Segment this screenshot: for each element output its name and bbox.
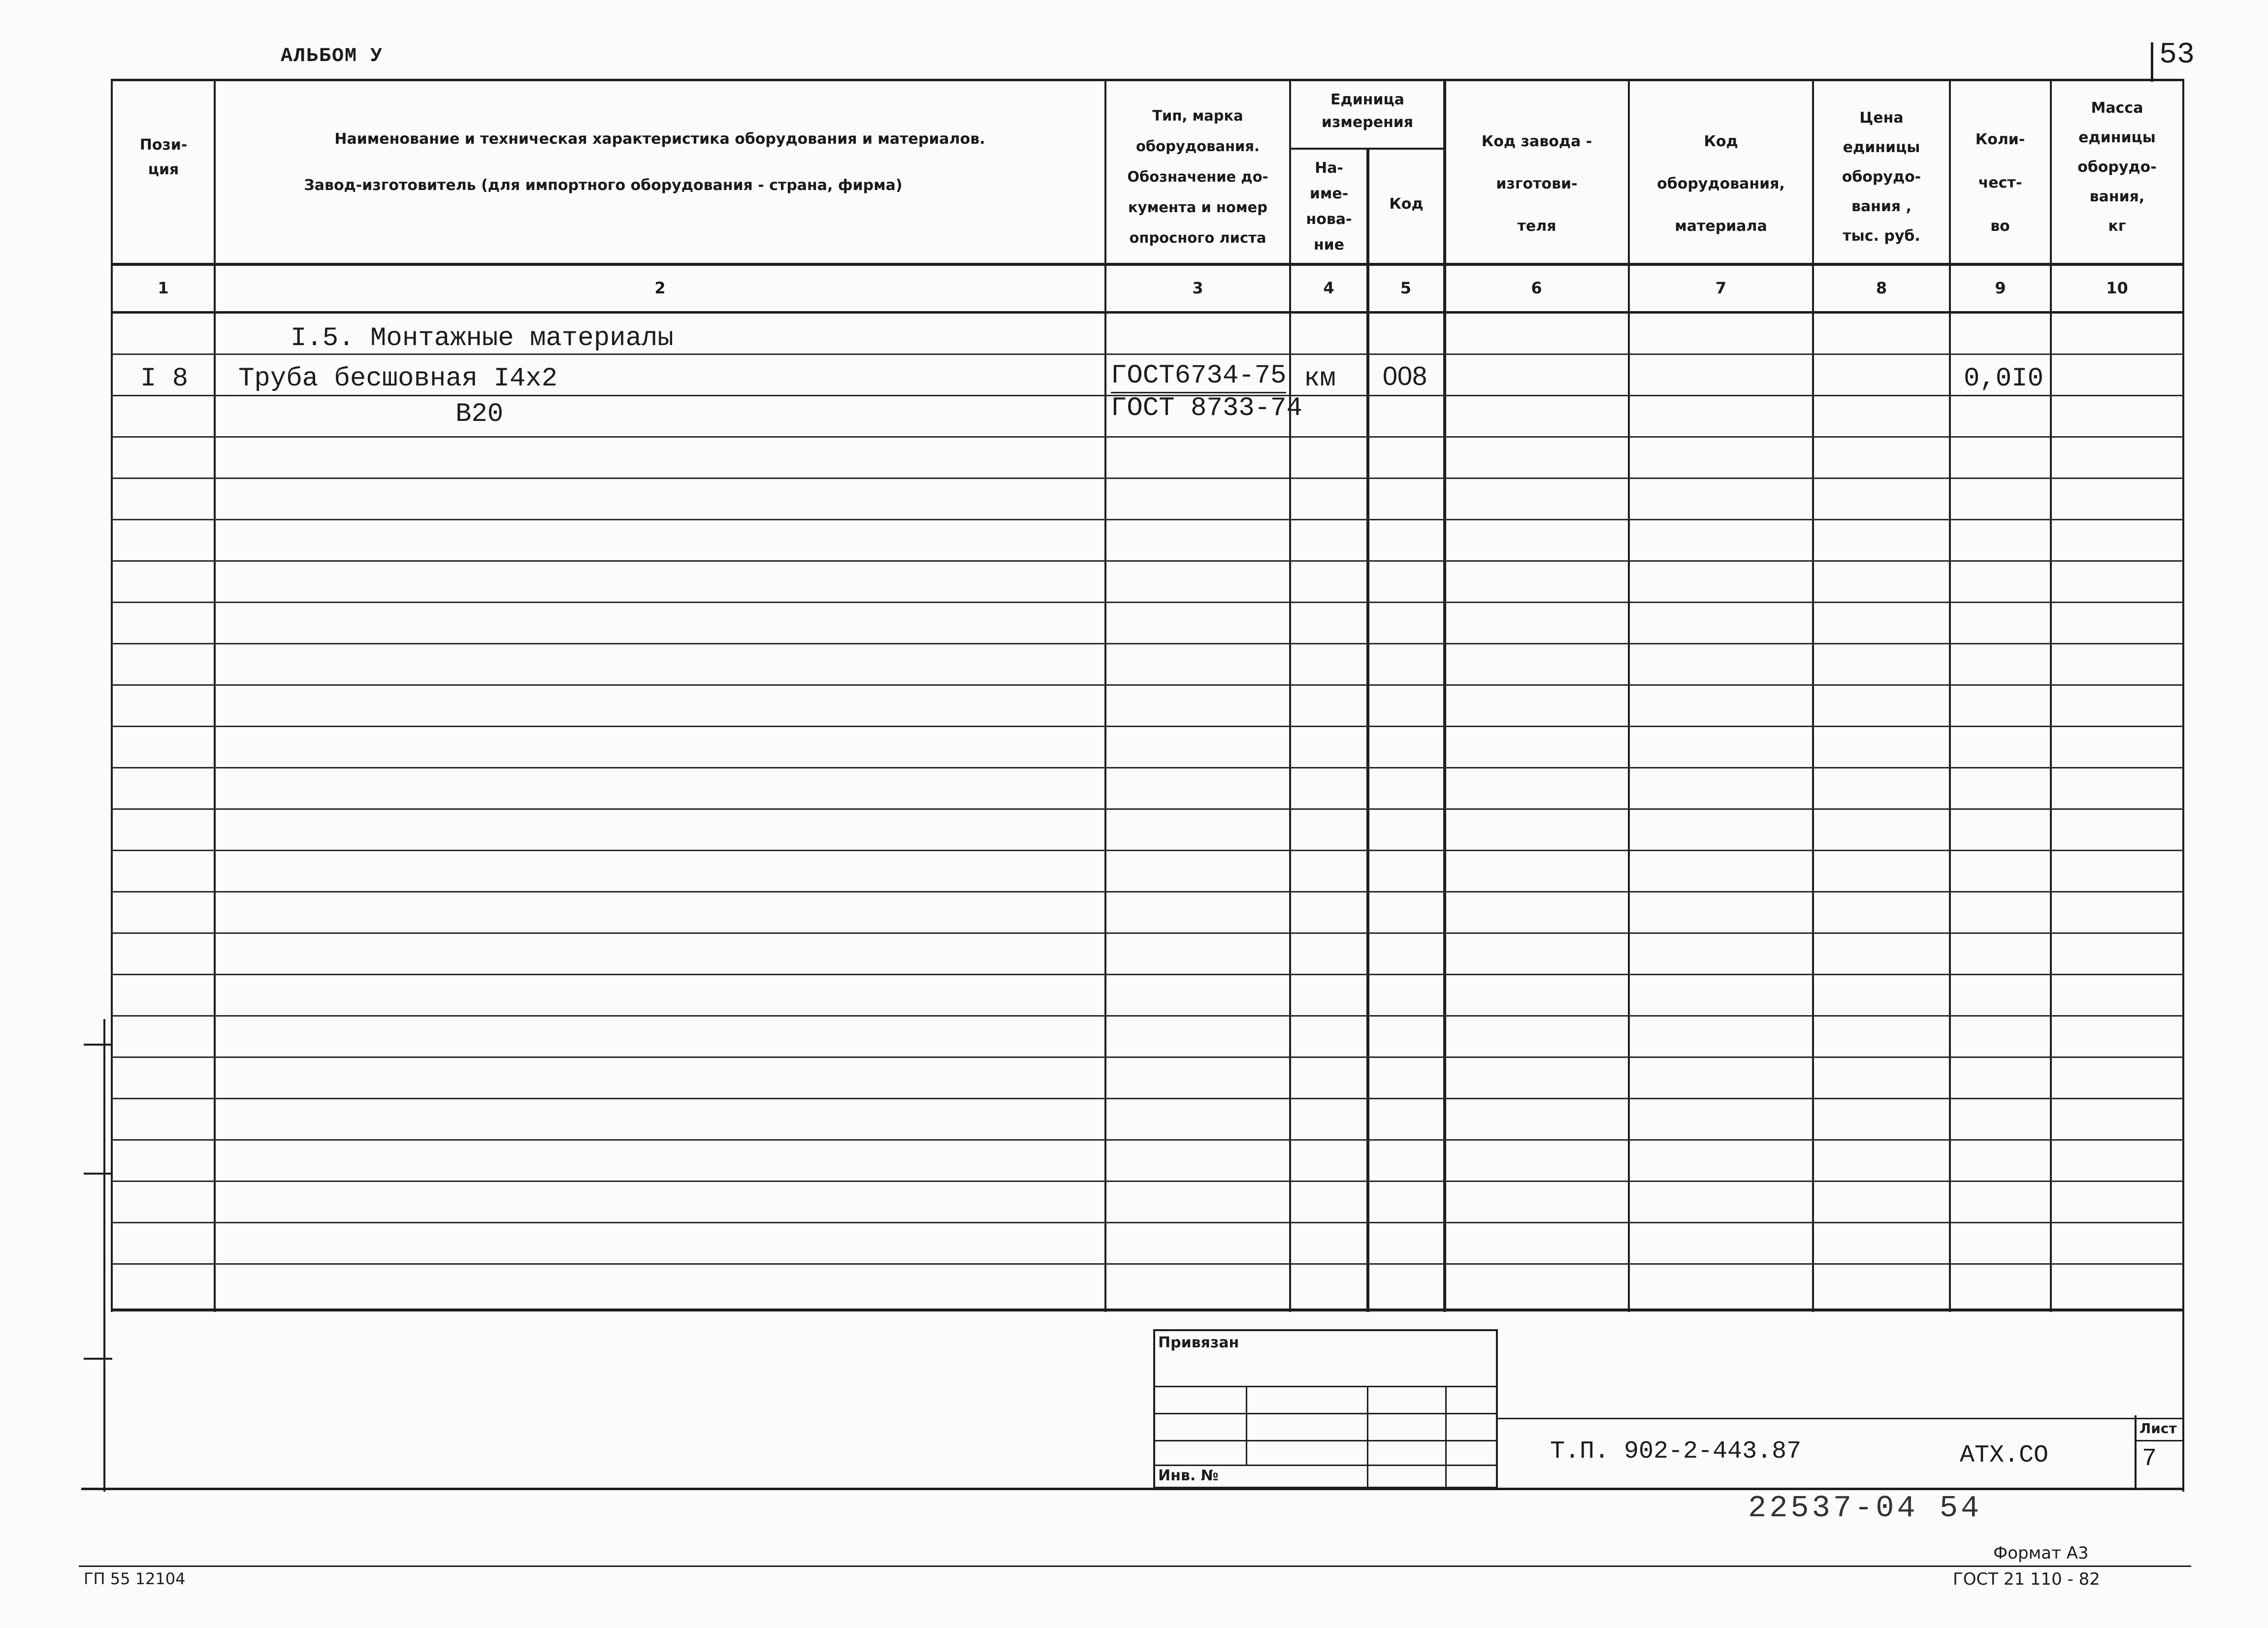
- header-manufacturer: Завод-изготовитель (для импортного оборудования - страна, фирма): [304, 177, 903, 194]
- row-line: [111, 1263, 2184, 1265]
- row-line: [111, 1015, 2184, 1017]
- col-line-4: [1366, 148, 1369, 1312]
- header-material-code: Код оборудования, материала: [1657, 133, 1785, 235]
- colnum-4: 4: [1323, 279, 1334, 297]
- table-bottom-border: [111, 1309, 2184, 1311]
- format-label: Формат А3: [1993, 1543, 2089, 1563]
- col-line-1: [214, 79, 216, 1312]
- header-quantity: Коли- чест- во: [1975, 131, 2025, 235]
- page-number: 53: [2159, 38, 2195, 72]
- row-line: [111, 726, 2184, 727]
- col-line-5: [1443, 79, 1446, 1312]
- row-line: [111, 974, 2184, 975]
- colnum-8: 8: [1876, 279, 1887, 297]
- col-line-8: [1949, 79, 1951, 1312]
- bottom-left-code: ГП 55 12104: [84, 1569, 186, 1588]
- section-title: I.5. Монтажные материалы: [291, 323, 674, 353]
- col-line-3: [1289, 79, 1291, 1312]
- col-line-0: [111, 79, 113, 1312]
- row-line: [111, 560, 2184, 562]
- row-line: [111, 643, 2184, 644]
- col-line-10: [2182, 79, 2184, 1492]
- header-unit-code: Код: [1389, 195, 1424, 213]
- colnum-2: 2: [654, 279, 666, 297]
- page-number-rule: [2151, 42, 2153, 82]
- header-plant-code: Код завода - изготови- теля: [1481, 133, 1592, 235]
- gost-label: ГОСТ 21 110 - 82: [1953, 1569, 2100, 1589]
- stamp-grid-col: [1445, 1386, 1447, 1488]
- col-line-6: [1628, 79, 1630, 1312]
- row-unit-code: 008: [1383, 361, 1427, 391]
- margin-tick: [84, 1358, 112, 1360]
- unit-subheader-line: [1289, 148, 1445, 150]
- row-line: [111, 932, 2184, 934]
- table-top-border: [111, 79, 2184, 81]
- header-bottom-border: [111, 263, 2184, 266]
- stamp-grid-col: [1246, 1386, 1247, 1466]
- row-line: [111, 1098, 2184, 1099]
- row-line: [111, 684, 2184, 686]
- row-position: I 8: [140, 364, 189, 394]
- row-doc1: ГОСТ6734-75: [1111, 361, 1286, 393]
- margin-tick: [84, 1044, 112, 1046]
- sheet-label: Лист: [2139, 1420, 2177, 1436]
- col-line-7: [1812, 79, 1814, 1312]
- colnum-3: 3: [1192, 279, 1203, 297]
- row-quantity: 0,0I0: [1964, 364, 2043, 396]
- row-line: [111, 1139, 2184, 1141]
- sheet-box-line: [2135, 1440, 2184, 1441]
- row-line: [111, 850, 2184, 851]
- row-line: [111, 353, 2184, 355]
- stamp-mid-line: [1497, 1418, 2184, 1419]
- footer-line: [79, 1565, 2191, 1567]
- header-type: Тип, марка оборудования. Обозначение до- кумента и номер опросного листа: [1127, 107, 1268, 246]
- header-mass: Масса единицы оборудо- вания, кг: [2077, 99, 2157, 235]
- stamp-bottom-border: [81, 1488, 2184, 1490]
- sheet-number: 7: [2142, 1445, 2157, 1473]
- row-name-line2: B20: [455, 399, 504, 429]
- header-position: Пози- ция: [139, 136, 188, 178]
- row-unit: км: [1304, 364, 1336, 394]
- header-unit-name: На- име- нова- ние: [1306, 160, 1352, 254]
- colnum-7: 7: [1715, 279, 1727, 297]
- col-line-2: [1104, 79, 1106, 1312]
- row-line: [111, 1222, 2184, 1223]
- inv-label: Инв. №: [1158, 1467, 1219, 1484]
- album-label: АЛЬБОМ У: [281, 45, 384, 67]
- project-code: Т.П. 902-2-443.87: [1550, 1437, 1802, 1466]
- colnum-10: 10: [2106, 279, 2128, 297]
- left-stub: [103, 1019, 105, 1492]
- header-name: Наименование и техническая характеристика оборудования и материалов.: [334, 130, 985, 148]
- stamp-grid-col: [1367, 1386, 1368, 1488]
- colnum-5: 5: [1400, 279, 1412, 297]
- row-line: [111, 602, 2184, 603]
- margin-tick: [84, 1173, 112, 1175]
- row-line: [111, 808, 2184, 810]
- header-unit: Единица измерения: [1321, 91, 1414, 131]
- row-line: [111, 436, 2184, 438]
- row-line: [111, 767, 2184, 768]
- number-row-border: [111, 311, 2184, 314]
- colnum-9: 9: [1995, 279, 2006, 297]
- row-line: [111, 891, 2184, 893]
- row-doc2: ГОСТ 8733-74: [1111, 393, 1302, 423]
- col-line-9: [2050, 79, 2052, 1312]
- row-line: [111, 478, 2184, 479]
- colnum-6: 6: [1531, 279, 1542, 297]
- row-line: [111, 519, 2184, 520]
- bound-label: Привязан: [1158, 1334, 1239, 1351]
- header-price: Цена единицы оборудо- вания , тыс. руб.: [1842, 109, 1921, 245]
- doc-code: АТХ.СО: [1960, 1441, 2049, 1469]
- row-name: Труба бесшовная I4x2: [238, 364, 557, 396]
- row-line: [111, 1181, 2184, 1182]
- colnum-1: 1: [158, 279, 169, 297]
- row-line: [111, 1056, 2184, 1058]
- archive-number: 22537-04 54: [1748, 1491, 1982, 1526]
